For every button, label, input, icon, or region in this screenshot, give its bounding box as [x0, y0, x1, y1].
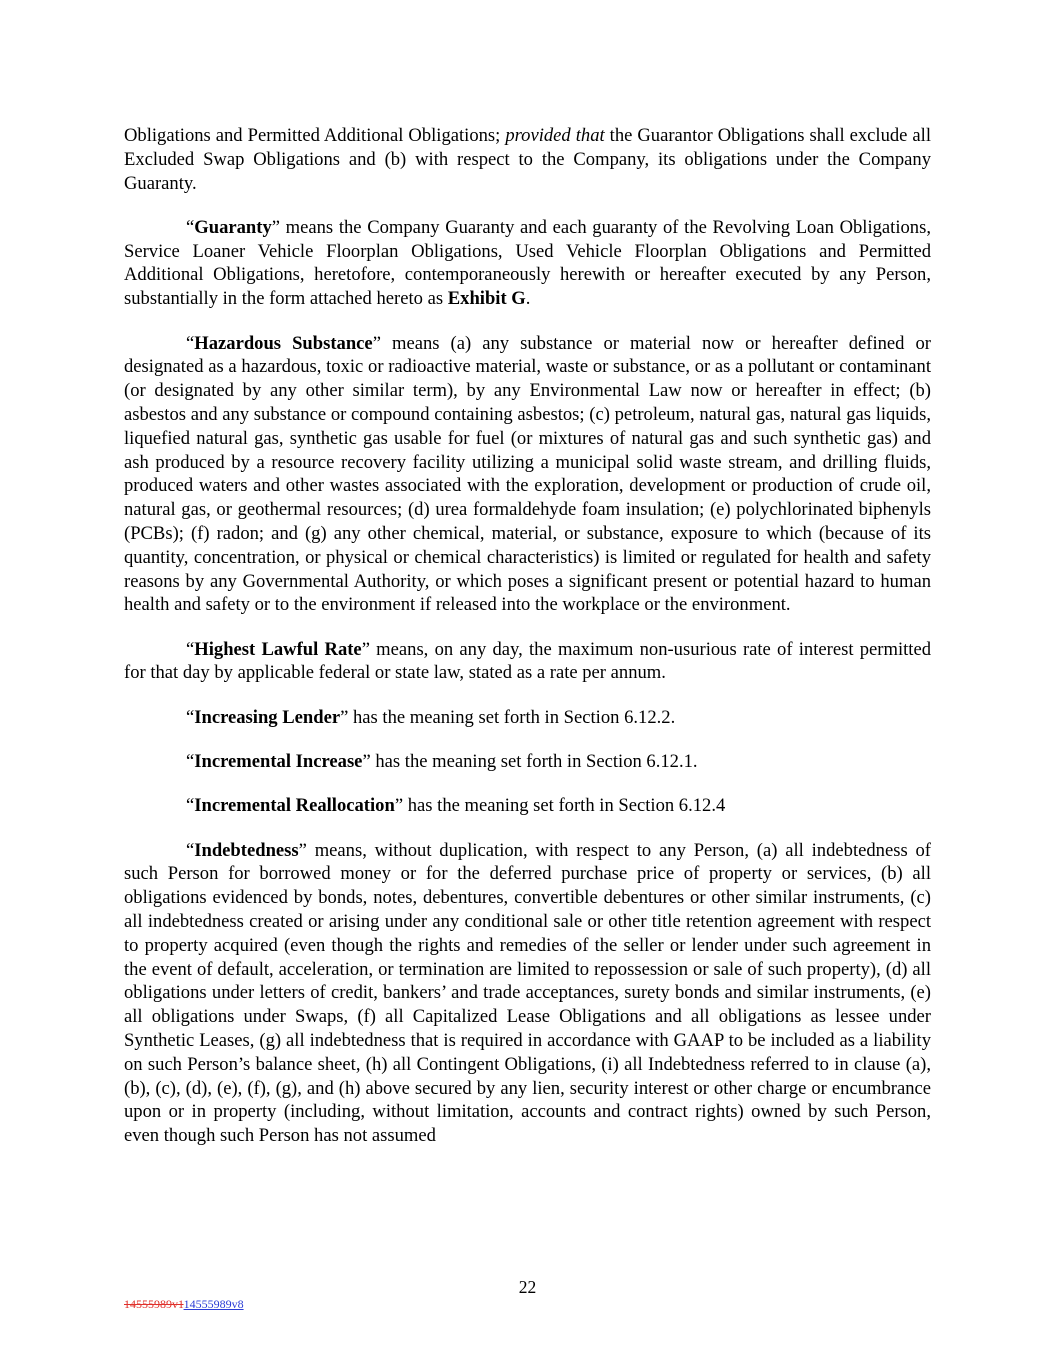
definition-text: ” means, without duplication, with respect to any Person, (a) all indebtedness of such Person for borrowed money or for the deferred purchase price of property or services, (b) all obligations evidenced by bonds, notes, debentures, convertible debentures or other similar instruments, (c) all indebtedness created or arising under any conditional sale or other title retention agreement with respect to property acquired (even though the rights and remedies of the seller or lender under such agreement in the event of default, acceleration, or termination are limited to repossession or sale of such property), (d) all obligations under letters of credit, bankers’ and trade acceptances, surety bonds and similar instruments, (e) all obligations under Swaps, (f) all Capitalized Lease Obligations and all obligations as lessee under Synthetic Leases, (g) all indebtedness that is required in accordance with GAAP to be included as a liability on such Person’s balance sheet, (h) all Contingent Obligations, (i) all Indebtedness referred to in clause (a), (b), (c), (d), (e), (f), (g), and (h) above secured by any lien, security interest or other charge or encumbrance upon or in property (including, without limitation, accounts and contract rights) owned by such Person, even though such Person has not assumed — [124, 839, 931, 1147]
defined-term: Hazardous Substance — [194, 332, 373, 354]
document-id-footer — [124, 1297, 244, 1311]
definition-incremental-reallocation — [124, 794, 931, 818]
open-quote: “ — [186, 706, 195, 728]
paragraph-guarantor-obligations-continued — [124, 124, 931, 195]
definition-text: ” means, on any day, the maximum non-usurious rate of interest permitted for that day by applicable federal or state law, stated as a rate per annum. — [124, 638, 931, 684]
paragraph-text: Obligations and Permitted Additional Obligations; — [124, 125, 506, 146]
definition-incremental-increase — [124, 750, 931, 774]
defined-term: Increasing Lender — [194, 706, 341, 728]
definition-indebtedness — [124, 839, 931, 1148]
inserted-doc-id: 14555989v8 — [183, 1297, 244, 1311]
open-quote: “ — [186, 751, 195, 773]
definition-hazardous-substance — [124, 332, 931, 618]
definition-text: ” has the meaning set forth in Section 6.12.4 — [394, 795, 726, 817]
definition-guaranty — [124, 216, 931, 311]
defined-term: Incremental Reallocation — [194, 795, 395, 817]
deleted-doc-id: 14555989v1 — [124, 1297, 184, 1311]
paragraph-text: the Guarantor Obligations shall exclude all Excluded Swap Obligations and (b) with respect to the Company, its obligations under the Company Guaranty. — [124, 125, 931, 194]
definition-increasing-lender — [124, 706, 931, 730]
exhibit-reference: Exhibit G — [447, 288, 526, 310]
italic-phrase: provided that — [505, 125, 605, 146]
defined-term: Indebtedness — [194, 839, 299, 861]
page-number: 22 — [518, 1277, 537, 1297]
definition-text: ” means the Company Guaranty and each guaranty of the Revolving Loan Obligations, Service Loaner Vehicle Floorplan Obligations, Used Vehicle Floorplan Obligations and Permitted Additional Obligations, heretofore, contemporaneously herewith or hereafter executed by any Person, substantially in the form attached hereto as — [124, 216, 931, 310]
definition-text: ” means (a) any substance or material now or hereafter defined or designated as a hazardous, toxic or radioactive material, waste or substance, or as a pollutant or contaminant (or designated by any other similar term), by any Environmental Law now or hereafter in effect; (b) asbestos and any substance or compound containing asbestos; (c) petroleum, natural gas, natural gas liquids, liquefied natural gas, synthetic gas usable for fuel (or mixtures of natural gas and such synthetic gas) and ash produced by a resource recovery facility utilizing a municipal solid waste stream, and drilling fluids, produced waters and other wastes associated with the exploration, development or production of crude oil, natural gas, or geothermal resources; (d) urea formaldehyde foam insulation; (e) polychlorinated biphenyls (PCBs); (f) radon; and (g) any other chemical, material, or substance, exposure to which (because of its quantity, concentration, or physical or chemical characteristics) is limited or regulated for health and safety reasons by any Governmental Authority, or which poses a significant present or potential hazard to human health and safety or to the environment if released into the workplace or the environment. — [124, 332, 932, 616]
document-body — [124, 124, 931, 1168]
defined-term: Incremental Increase — [194, 751, 363, 773]
open-quote: “ — [186, 839, 195, 861]
definition-text: ” has the meaning set forth in Section 6.12.2. — [340, 706, 676, 728]
open-quote: “ — [186, 332, 195, 354]
open-quote: “ — [186, 216, 195, 238]
open-quote: “ — [186, 638, 195, 660]
definition-text: ” has the meaning set forth in Section 6.12.1. — [362, 751, 698, 773]
defined-term: Guaranty — [194, 216, 272, 238]
open-quote: “ — [186, 795, 195, 817]
defined-term: Highest Lawful Rate — [194, 638, 362, 660]
definition-end: . — [525, 288, 531, 310]
definition-highest-lawful-rate — [124, 638, 931, 686]
